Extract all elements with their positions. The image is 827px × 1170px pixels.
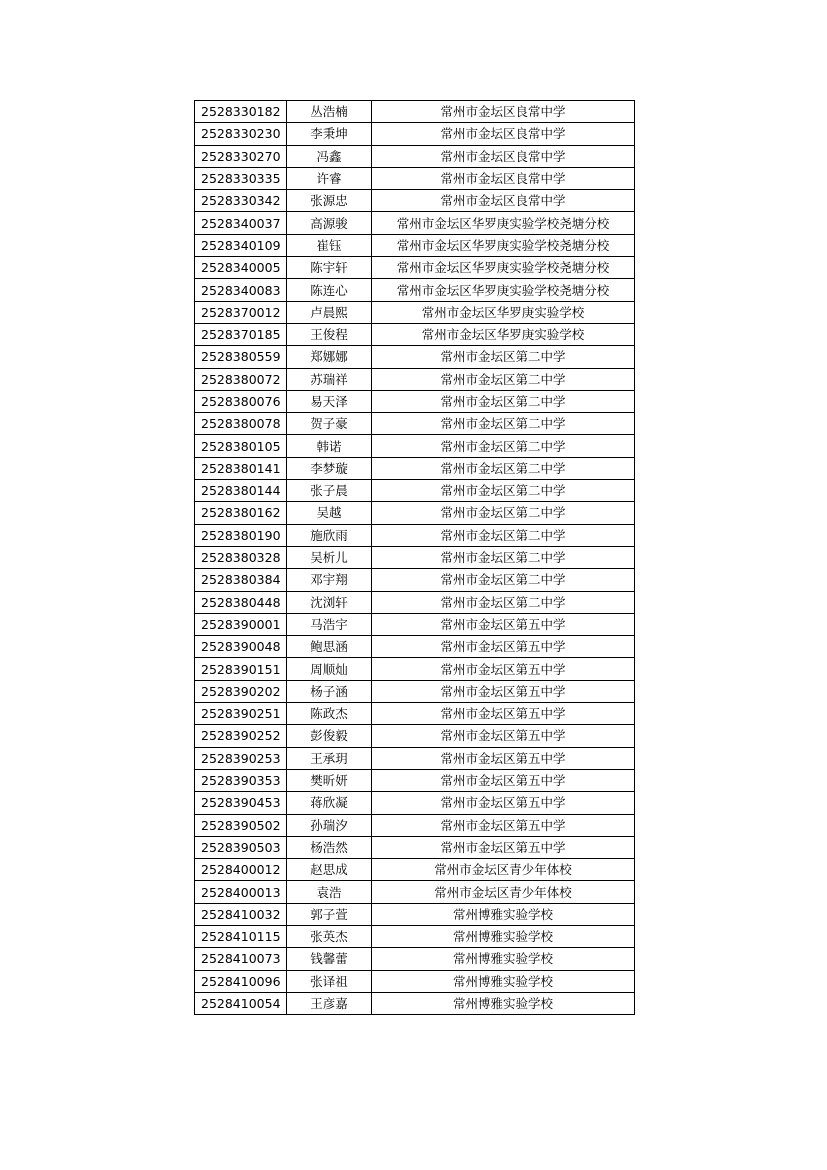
exam-number-cell: 2528400013 — [195, 881, 287, 903]
school-name-cell: 常州博雅实验学校 — [372, 970, 635, 992]
student-name-cell: 张子晨 — [287, 480, 372, 502]
school-name-cell: 常州市金坛区良常中学 — [372, 101, 635, 123]
school-name-cell: 常州市金坛区第二中学 — [372, 569, 635, 591]
exam-number-cell: 2528400012 — [195, 859, 287, 881]
student-name-cell: 易天泽 — [287, 390, 372, 412]
school-name-cell: 常州市金坛区第五中学 — [372, 792, 635, 814]
exam-number-cell: 2528390252 — [195, 725, 287, 747]
school-name-cell: 常州市金坛区第五中学 — [372, 725, 635, 747]
school-name-cell: 常州市金坛区华罗庚实验学校 — [372, 323, 635, 345]
student-name-cell: 王俊程 — [287, 323, 372, 345]
exam-number-cell: 2528370185 — [195, 323, 287, 345]
student-name-cell: 樊昕妍 — [287, 769, 372, 791]
student-name-cell: 卢晨熙 — [287, 301, 372, 323]
table-row — [195, 390, 635, 412]
table-row — [195, 769, 635, 791]
school-name-cell: 常州市金坛区华罗庚实验学校 — [372, 301, 635, 323]
exam-number-cell: 2528380105 — [195, 435, 287, 457]
table-row — [195, 948, 635, 970]
exam-number-cell: 2528340005 — [195, 257, 287, 279]
table-row — [195, 301, 635, 323]
exam-number-cell: 2528390253 — [195, 747, 287, 769]
table-row — [195, 167, 635, 189]
table-row — [195, 613, 635, 635]
table-row — [195, 992, 635, 1014]
student-name-cell: 鲍思涵 — [287, 636, 372, 658]
table-row — [195, 881, 635, 903]
exam-number-cell: 2528380144 — [195, 480, 287, 502]
table-row — [195, 279, 635, 301]
student-name-cell: 陈宇轩 — [287, 257, 372, 279]
table-row — [195, 703, 635, 725]
table-row — [195, 569, 635, 591]
school-name-cell: 常州市金坛区良常中学 — [372, 123, 635, 145]
table-row — [195, 680, 635, 702]
school-name-cell: 常州市金坛区良常中学 — [372, 167, 635, 189]
table-row — [195, 346, 635, 368]
school-name-cell: 常州市金坛区第二中学 — [372, 390, 635, 412]
student-name-cell: 钱馨蕾 — [287, 948, 372, 970]
exam-number-cell: 2528380076 — [195, 390, 287, 412]
table-row — [195, 970, 635, 992]
school-name-cell: 常州博雅实验学校 — [372, 903, 635, 925]
student-name-cell: 陈连心 — [287, 279, 372, 301]
school-name-cell: 常州博雅实验学校 — [372, 948, 635, 970]
exam-number-cell: 2528410096 — [195, 970, 287, 992]
exam-number-cell: 2528380384 — [195, 569, 287, 591]
table-row — [195, 190, 635, 212]
table-row — [195, 836, 635, 858]
student-roster-table — [194, 100, 635, 1015]
student-name-cell: 张英杰 — [287, 925, 372, 947]
table-row — [195, 257, 635, 279]
school-name-cell: 常州市金坛区第二中学 — [372, 413, 635, 435]
exam-number-cell: 2528380448 — [195, 591, 287, 613]
school-name-cell: 常州市金坛区第五中学 — [372, 814, 635, 836]
school-name-cell: 常州市金坛区华罗庚实验学校尧塘分校 — [372, 212, 635, 234]
table-row — [195, 145, 635, 167]
exam-number-cell: 2528390151 — [195, 658, 287, 680]
student-name-cell: 李梦璇 — [287, 457, 372, 479]
student-name-cell: 崔钰 — [287, 234, 372, 256]
student-name-cell: 蒋欣凝 — [287, 792, 372, 814]
table-row — [195, 814, 635, 836]
table-row — [195, 480, 635, 502]
exam-number-cell: 2528340037 — [195, 212, 287, 234]
student-name-cell: 吴越 — [287, 502, 372, 524]
exam-number-cell: 2528390353 — [195, 769, 287, 791]
table-row — [195, 792, 635, 814]
exam-number-cell: 2528390001 — [195, 613, 287, 635]
student-name-cell: 袁浩 — [287, 881, 372, 903]
student-name-cell: 周顺灿 — [287, 658, 372, 680]
exam-number-cell: 2528330342 — [195, 190, 287, 212]
school-name-cell: 常州市金坛区青少年体校 — [372, 859, 635, 881]
table-row — [195, 435, 635, 457]
student-name-cell: 李秉坤 — [287, 123, 372, 145]
school-name-cell: 常州市金坛区第二中学 — [372, 524, 635, 546]
student-name-cell: 孙瑞汐 — [287, 814, 372, 836]
table-row — [195, 524, 635, 546]
exam-number-cell: 2528380190 — [195, 524, 287, 546]
school-name-cell: 常州市金坛区华罗庚实验学校尧塘分校 — [372, 257, 635, 279]
exam-number-cell: 2528390453 — [195, 792, 287, 814]
exam-number-cell: 2528390503 — [195, 836, 287, 858]
exam-number-cell: 2528340109 — [195, 234, 287, 256]
table-row — [195, 546, 635, 568]
student-name-cell: 贺子豪 — [287, 413, 372, 435]
school-name-cell: 常州市金坛区青少年体校 — [372, 881, 635, 903]
table-row — [195, 502, 635, 524]
exam-number-cell: 2528330182 — [195, 101, 287, 123]
student-name-cell: 施欣雨 — [287, 524, 372, 546]
exam-number-cell: 2528380328 — [195, 546, 287, 568]
school-name-cell: 常州市金坛区第二中学 — [372, 368, 635, 390]
exam-number-cell: 2528340083 — [195, 279, 287, 301]
school-name-cell: 常州市金坛区第五中学 — [372, 747, 635, 769]
table-row — [195, 591, 635, 613]
school-name-cell: 常州市金坛区第五中学 — [372, 658, 635, 680]
school-name-cell: 常州市金坛区第二中学 — [372, 435, 635, 457]
exam-number-cell: 2528390202 — [195, 680, 287, 702]
school-name-cell: 常州市金坛区第二中学 — [372, 502, 635, 524]
student-name-cell: 王承玥 — [287, 747, 372, 769]
exam-number-cell: 2528330335 — [195, 167, 287, 189]
student-name-cell: 张源忠 — [287, 190, 372, 212]
table-row — [195, 368, 635, 390]
table-row — [195, 859, 635, 881]
school-name-cell: 常州市金坛区第二中学 — [372, 346, 635, 368]
roster-body — [195, 101, 635, 1015]
table-row — [195, 123, 635, 145]
school-name-cell: 常州市金坛区华罗庚实验学校尧塘分校 — [372, 279, 635, 301]
exam-number-cell: 2528380072 — [195, 368, 287, 390]
student-name-cell: 赵思成 — [287, 859, 372, 881]
exam-number-cell: 2528390251 — [195, 703, 287, 725]
student-name-cell: 杨浩然 — [287, 836, 372, 858]
exam-number-cell: 2528380559 — [195, 346, 287, 368]
exam-number-cell: 2528380162 — [195, 502, 287, 524]
exam-number-cell: 2528410032 — [195, 903, 287, 925]
student-name-cell: 陈政杰 — [287, 703, 372, 725]
student-name-cell: 丛浩楠 — [287, 101, 372, 123]
table-row — [195, 925, 635, 947]
student-name-cell: 苏瑞祥 — [287, 368, 372, 390]
school-name-cell: 常州市金坛区良常中学 — [372, 190, 635, 212]
school-name-cell: 常州市金坛区第五中学 — [372, 836, 635, 858]
table-row — [195, 413, 635, 435]
table-row — [195, 212, 635, 234]
student-name-cell: 马浩宇 — [287, 613, 372, 635]
school-name-cell: 常州市金坛区第二中学 — [372, 480, 635, 502]
school-name-cell: 常州市金坛区第五中学 — [372, 613, 635, 635]
table-row — [195, 323, 635, 345]
student-name-cell: 冯鑫 — [287, 145, 372, 167]
exam-number-cell: 2528410073 — [195, 948, 287, 970]
school-name-cell: 常州市金坛区第五中学 — [372, 636, 635, 658]
student-name-cell: 韩诺 — [287, 435, 372, 457]
table-row — [195, 903, 635, 925]
student-name-cell: 沈浏轩 — [287, 591, 372, 613]
exam-number-cell: 2528380141 — [195, 457, 287, 479]
exam-number-cell: 2528390048 — [195, 636, 287, 658]
exam-number-cell: 2528390502 — [195, 814, 287, 836]
school-name-cell: 常州市金坛区第二中学 — [372, 457, 635, 479]
table-row — [195, 725, 635, 747]
exam-number-cell: 2528330270 — [195, 145, 287, 167]
school-name-cell: 常州市金坛区第五中学 — [372, 703, 635, 725]
school-name-cell: 常州市金坛区第五中学 — [372, 769, 635, 791]
student-name-cell: 杨子涵 — [287, 680, 372, 702]
school-name-cell: 常州市金坛区华罗庚实验学校尧塘分校 — [372, 234, 635, 256]
school-name-cell: 常州市金坛区第二中学 — [372, 546, 635, 568]
school-name-cell: 常州市金坛区良常中学 — [372, 145, 635, 167]
table-row — [195, 636, 635, 658]
exam-number-cell: 2528410115 — [195, 925, 287, 947]
student-name-cell: 许睿 — [287, 167, 372, 189]
student-name-cell: 高源骏 — [287, 212, 372, 234]
table-row — [195, 234, 635, 256]
student-name-cell: 郑娜娜 — [287, 346, 372, 368]
school-name-cell: 常州市金坛区第二中学 — [372, 591, 635, 613]
exam-number-cell: 2528410054 — [195, 992, 287, 1014]
table-row — [195, 747, 635, 769]
student-name-cell: 张译祖 — [287, 970, 372, 992]
table-row — [195, 101, 635, 123]
school-name-cell: 常州博雅实验学校 — [372, 925, 635, 947]
exam-number-cell: 2528370012 — [195, 301, 287, 323]
student-name-cell: 王彦嘉 — [287, 992, 372, 1014]
exam-number-cell: 2528380078 — [195, 413, 287, 435]
student-name-cell: 吴析儿 — [287, 546, 372, 568]
school-name-cell: 常州市金坛区第五中学 — [372, 680, 635, 702]
student-name-cell: 邓宇翔 — [287, 569, 372, 591]
table-row — [195, 457, 635, 479]
table-row — [195, 658, 635, 680]
exam-number-cell: 2528330230 — [195, 123, 287, 145]
school-name-cell: 常州博雅实验学校 — [372, 992, 635, 1014]
student-name-cell: 郭子萱 — [287, 903, 372, 925]
student-name-cell: 彭俊毅 — [287, 725, 372, 747]
